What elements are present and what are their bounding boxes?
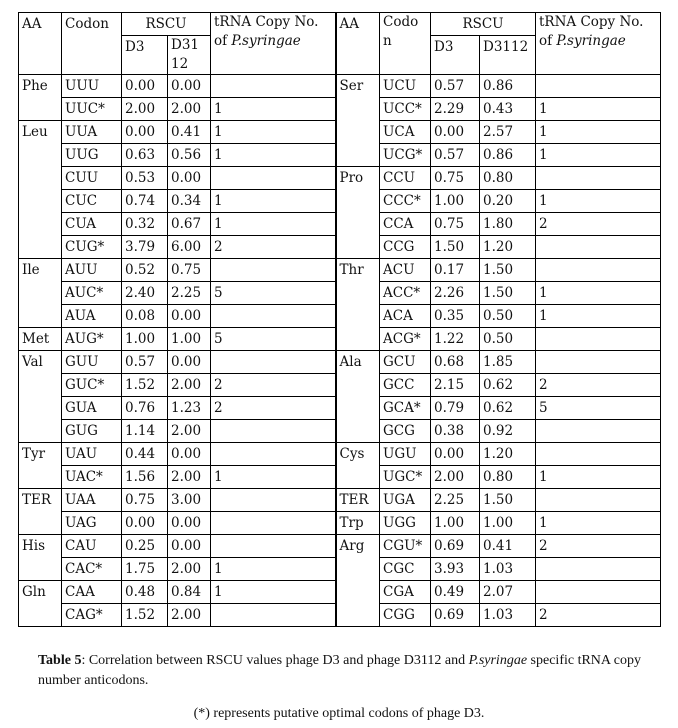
d3-cell: 2.26 xyxy=(431,282,480,305)
d3112-cell: 0.80 xyxy=(480,167,536,190)
codon-cell: CUC xyxy=(62,190,122,213)
trna-label-left: tRNA Copy No. of xyxy=(214,14,319,49)
trna-cell xyxy=(211,305,336,328)
d3-cell: 0.44 xyxy=(122,443,168,466)
d3-cell: 0.57 xyxy=(431,144,480,167)
d3112-cell: 2.57 xyxy=(480,121,536,144)
aa-cell: TER xyxy=(19,489,62,535)
codon-cell: CGC xyxy=(380,558,431,581)
header-d3112-left: D31 12 xyxy=(168,36,211,75)
d3112-cell: 0.56 xyxy=(168,144,211,167)
d3-cell: 1.00 xyxy=(431,512,480,535)
d3-cell: 0.75 xyxy=(122,489,168,512)
d3112-cell: 1.20 xyxy=(480,443,536,466)
d3112-cell: 1.50 xyxy=(480,489,536,512)
d3112-cell: 0.92 xyxy=(480,420,536,443)
trna-cell xyxy=(211,512,336,535)
codon-cell: CGU* xyxy=(380,535,431,558)
trna-cell: 2 xyxy=(536,535,661,558)
d3112-cell: 0.43 xyxy=(480,98,536,121)
trna-species-left: P.syringae xyxy=(231,33,301,49)
codon-cell: CCC* xyxy=(380,190,431,213)
d3-cell: 2.29 xyxy=(431,98,480,121)
d3112-cell: 0.41 xyxy=(168,121,211,144)
d3112-cell: 0.86 xyxy=(480,144,536,167)
trna-cell: 2 xyxy=(536,604,661,627)
d3-cell: 0.76 xyxy=(122,397,168,420)
d3-cell: 0.53 xyxy=(122,167,168,190)
trna-cell xyxy=(536,443,661,466)
rscu-table xyxy=(18,12,661,627)
table-row xyxy=(19,75,661,98)
codon-cell: GCC xyxy=(380,374,431,397)
trna-cell xyxy=(211,420,336,443)
codon-cell: CAA xyxy=(62,581,122,604)
codon-cell: CUA xyxy=(62,213,122,236)
caption-species: P.syringae xyxy=(468,653,528,668)
trna-label-right: tRNA Copy No. of xyxy=(539,14,644,49)
d3-cell: 0.17 xyxy=(431,259,480,282)
d3-cell: 1.56 xyxy=(122,466,168,489)
aa-cell: Tyr xyxy=(19,443,62,489)
trna-cell: 1 xyxy=(211,581,336,604)
d3112-cell: 0.00 xyxy=(168,305,211,328)
d3112-cell: 2.00 xyxy=(168,420,211,443)
trna-cell: 1 xyxy=(536,98,661,121)
codon-cell: CCU xyxy=(380,167,431,190)
d3-cell: 0.69 xyxy=(431,535,480,558)
trna-cell: 1 xyxy=(536,512,661,535)
codon-cell: CAG* xyxy=(62,604,122,627)
trna-cell: 1 xyxy=(211,466,336,489)
d3112-cell: 2.25 xyxy=(168,282,211,305)
trna-cell: 2 xyxy=(211,397,336,420)
aa-cell: Trp xyxy=(336,512,380,535)
codon-cell: CCG xyxy=(380,236,431,259)
trna-cell: 1 xyxy=(211,558,336,581)
d3112-cell: 1.00 xyxy=(168,328,211,351)
codon-cell: GCA* xyxy=(380,397,431,420)
trna-cell xyxy=(211,167,336,190)
d3-cell: 0.00 xyxy=(122,121,168,144)
d3112-cell: 1.80 xyxy=(480,213,536,236)
header-codon-left: Codon xyxy=(62,13,122,75)
d3-cell: 0.00 xyxy=(431,121,480,144)
trna-cell xyxy=(211,535,336,558)
codon-cell: ACA xyxy=(380,305,431,328)
aa-cell: Ile xyxy=(19,259,62,328)
d3-cell: 1.00 xyxy=(431,190,480,213)
header-d3-left: D3 xyxy=(122,36,168,75)
trna-cell xyxy=(536,236,661,259)
d3112-cell: 0.00 xyxy=(168,167,211,190)
table-row xyxy=(19,259,661,282)
codon-cell: GCU xyxy=(380,351,431,374)
d3112-cell: 0.00 xyxy=(168,351,211,374)
codon-cell: UUC* xyxy=(62,98,122,121)
d3112-cell: 0.00 xyxy=(168,75,211,98)
d3-cell: 1.52 xyxy=(122,604,168,627)
aa-cell: Phe xyxy=(19,75,62,121)
aa-cell: Val xyxy=(19,351,62,443)
caption-text-end: specific tRNA copy number anticodons. xyxy=(38,653,641,688)
trna-cell: 2 xyxy=(536,213,661,236)
d3-cell: 0.35 xyxy=(431,305,480,328)
aa-cell: Met xyxy=(19,328,62,351)
d3-cell: 0.32 xyxy=(122,213,168,236)
codon-cell: UCA xyxy=(380,121,431,144)
codon-cell: CUG* xyxy=(62,236,122,259)
d3112-cell: 2.00 xyxy=(168,466,211,489)
trna-cell xyxy=(536,420,661,443)
header-aa-right: AA xyxy=(336,13,380,75)
d3-cell: 0.75 xyxy=(431,167,480,190)
d3112-cell: 2.00 xyxy=(168,604,211,627)
d3112-cell: 2.00 xyxy=(168,558,211,581)
trna-cell: 2 xyxy=(536,374,661,397)
d3112-cell: 0.50 xyxy=(480,328,536,351)
trna-cell: 1 xyxy=(211,121,336,144)
d3-cell: 1.52 xyxy=(122,374,168,397)
trna-cell xyxy=(211,351,336,374)
trna-cell: 2 xyxy=(211,236,336,259)
codon-cell: ACG* xyxy=(380,328,431,351)
d3-cell: 0.75 xyxy=(431,213,480,236)
caption-label: Table 5 xyxy=(38,653,82,668)
codon-cell: UUA xyxy=(62,121,122,144)
trna-cell: 1 xyxy=(536,190,661,213)
d3112-cell: 0.00 xyxy=(168,512,211,535)
trna-cell: 2 xyxy=(211,374,336,397)
d3-cell: 2.25 xyxy=(431,489,480,512)
trna-cell: 5 xyxy=(211,328,336,351)
codon-cell: CUU xyxy=(62,167,122,190)
trna-cell: 1 xyxy=(211,190,336,213)
aa-cell: Gln xyxy=(19,581,62,627)
codon-cell: GUG xyxy=(62,420,122,443)
d3-cell: 0.68 xyxy=(431,351,480,374)
codon-cell: AUA xyxy=(62,305,122,328)
header-rscu-left: RSCU xyxy=(122,13,211,36)
d3-cell: 2.00 xyxy=(431,466,480,489)
trna-cell xyxy=(536,259,661,282)
aa-cell: Thr xyxy=(336,259,380,351)
trna-cell: 5 xyxy=(536,397,661,420)
codon-cell: GUC* xyxy=(62,374,122,397)
header-trna-left xyxy=(211,13,336,75)
header-row-1 xyxy=(19,13,661,36)
header-trna-right xyxy=(536,13,661,75)
d3-cell: 0.00 xyxy=(122,75,168,98)
d3-cell: 1.22 xyxy=(431,328,480,351)
d3112-cell: 2.00 xyxy=(168,374,211,397)
d3-cell: 1.14 xyxy=(122,420,168,443)
d3-cell: 0.57 xyxy=(122,351,168,374)
codon-cell: UAC* xyxy=(62,466,122,489)
trna-cell: 1 xyxy=(536,121,661,144)
d3-cell: 0.25 xyxy=(122,535,168,558)
trna-cell: 1 xyxy=(211,144,336,167)
table-row xyxy=(19,489,661,512)
trna-cell xyxy=(211,443,336,466)
d3112-cell: 0.80 xyxy=(480,466,536,489)
codon-cell: UGU xyxy=(380,443,431,466)
codon-cell: UAA xyxy=(62,489,122,512)
codon-cell: UUG xyxy=(62,144,122,167)
codon-cell: UGC* xyxy=(380,466,431,489)
trna-cell: 1 xyxy=(536,466,661,489)
d3112-cell: 0.62 xyxy=(480,397,536,420)
trna-cell xyxy=(536,581,661,604)
d3112-cell: 1.20 xyxy=(480,236,536,259)
d3-cell: 0.79 xyxy=(431,397,480,420)
d3-cell: 3.79 xyxy=(122,236,168,259)
codon-cell: GCG xyxy=(380,420,431,443)
d3-cell: 2.15 xyxy=(431,374,480,397)
d3-cell: 3.93 xyxy=(431,558,480,581)
d3112-cell: 3.00 xyxy=(168,489,211,512)
aa-cell: Arg xyxy=(336,535,380,627)
codon-cell: GUU xyxy=(62,351,122,374)
codon-cell: AUG* xyxy=(62,328,122,351)
d3112-cell: 0.86 xyxy=(480,75,536,98)
codon-cell: CGA xyxy=(380,581,431,604)
d3-cell: 0.49 xyxy=(431,581,480,604)
trna-cell xyxy=(536,558,661,581)
trna-cell xyxy=(211,75,336,98)
d3-cell: 0.74 xyxy=(122,190,168,213)
header-aa-left: AA xyxy=(19,13,62,75)
caption-text: : Correlation between RSCU values phage D3 and phage D3112 and xyxy=(81,653,469,668)
d3-cell: 2.00 xyxy=(122,98,168,121)
d3112-cell: 1.85 xyxy=(480,351,536,374)
trna-cell: 1 xyxy=(536,144,661,167)
codon-cell: UCC* xyxy=(380,98,431,121)
codon-cell: UUU xyxy=(62,75,122,98)
d3-cell: 0.63 xyxy=(122,144,168,167)
header-codon-right: Codo n xyxy=(380,13,431,75)
d3-cell: 0.48 xyxy=(122,581,168,604)
trna-cell xyxy=(536,351,661,374)
table-row xyxy=(19,443,661,466)
codon-cell: AUU xyxy=(62,259,122,282)
table-body xyxy=(19,13,661,627)
d3-cell: 0.08 xyxy=(122,305,168,328)
d3112-cell: 2.07 xyxy=(480,581,536,604)
d3-cell: 0.69 xyxy=(431,604,480,627)
codon-cell: CCA xyxy=(380,213,431,236)
trna-cell xyxy=(211,489,336,512)
trna-cell xyxy=(211,259,336,282)
trna-cell: 1 xyxy=(536,305,661,328)
trna-cell xyxy=(211,604,336,627)
d3112-cell: 0.50 xyxy=(480,305,536,328)
codon-cell: ACC* xyxy=(380,282,431,305)
header-d3-right: D3 xyxy=(431,36,480,75)
d3-cell: 0.57 xyxy=(431,75,480,98)
d3-cell: 0.00 xyxy=(431,443,480,466)
codon-cell: GUA xyxy=(62,397,122,420)
table-row xyxy=(19,535,661,558)
d3112-cell: 6.00 xyxy=(168,236,211,259)
trna-cell xyxy=(536,167,661,190)
header-d3112-right: D3112 xyxy=(480,36,536,75)
trna-cell xyxy=(536,75,661,98)
codon-cell: CAC* xyxy=(62,558,122,581)
d3-cell: 0.38 xyxy=(431,420,480,443)
d3112-cell: 1.03 xyxy=(480,604,536,627)
d3-cell: 2.40 xyxy=(122,282,168,305)
codon-cell: UAU xyxy=(62,443,122,466)
d3112-cell: 0.00 xyxy=(168,443,211,466)
trna-cell xyxy=(536,489,661,512)
codon-cell: UCG* xyxy=(380,144,431,167)
aa-cell: His xyxy=(19,535,62,581)
codon-cell: UGG xyxy=(380,512,431,535)
d3-cell: 1.00 xyxy=(122,328,168,351)
d3112-cell: 0.84 xyxy=(168,581,211,604)
header-rscu-right: RSCU xyxy=(431,13,536,36)
codon-cell: ACU xyxy=(380,259,431,282)
d3-cell: 1.50 xyxy=(431,236,480,259)
aa-cell: TER xyxy=(336,489,380,512)
d3112-cell: 0.41 xyxy=(480,535,536,558)
d3112-cell: 0.62 xyxy=(480,374,536,397)
codon-cell: UGA xyxy=(380,489,431,512)
d3112-cell: 0.00 xyxy=(168,535,211,558)
d3112-cell: 1.50 xyxy=(480,259,536,282)
table-row xyxy=(19,351,661,374)
aa-cell: Leu xyxy=(19,121,62,259)
trna-cell: 1 xyxy=(536,282,661,305)
table-row xyxy=(19,167,661,190)
d3112-cell: 1.23 xyxy=(168,397,211,420)
table-caption xyxy=(38,651,658,691)
trna-cell xyxy=(536,328,661,351)
d3112-cell: 1.00 xyxy=(480,512,536,535)
d3-cell: 0.00 xyxy=(122,512,168,535)
footnote: (*) represents putative optimal codons of phage D3. xyxy=(193,706,485,721)
d3112-cell: 1.50 xyxy=(480,282,536,305)
d3112-cell: 2.00 xyxy=(168,98,211,121)
d3-cell: 0.52 xyxy=(122,259,168,282)
codon-cell: AUC* xyxy=(62,282,122,305)
codon-cell: CAU xyxy=(62,535,122,558)
d3112-cell: 0.20 xyxy=(480,190,536,213)
codon-cell: UCU xyxy=(380,75,431,98)
d3112-cell: 0.75 xyxy=(168,259,211,282)
d3112-cell: 1.03 xyxy=(480,558,536,581)
trna-species-right: P.syringae xyxy=(556,33,626,49)
table-row xyxy=(19,512,661,535)
d3112-cell: 0.67 xyxy=(168,213,211,236)
trna-cell: 5 xyxy=(211,282,336,305)
trna-cell: 1 xyxy=(211,98,336,121)
codon-cell: CGG xyxy=(380,604,431,627)
aa-cell: Cys xyxy=(336,443,380,489)
d3-cell: 1.75 xyxy=(122,558,168,581)
aa-cell: Ala xyxy=(336,351,380,443)
codon-cell: UAG xyxy=(62,512,122,535)
aa-cell: Ser xyxy=(336,75,380,167)
d3112-cell: 0.34 xyxy=(168,190,211,213)
aa-cell: Pro xyxy=(336,167,380,259)
trna-cell: 1 xyxy=(211,213,336,236)
